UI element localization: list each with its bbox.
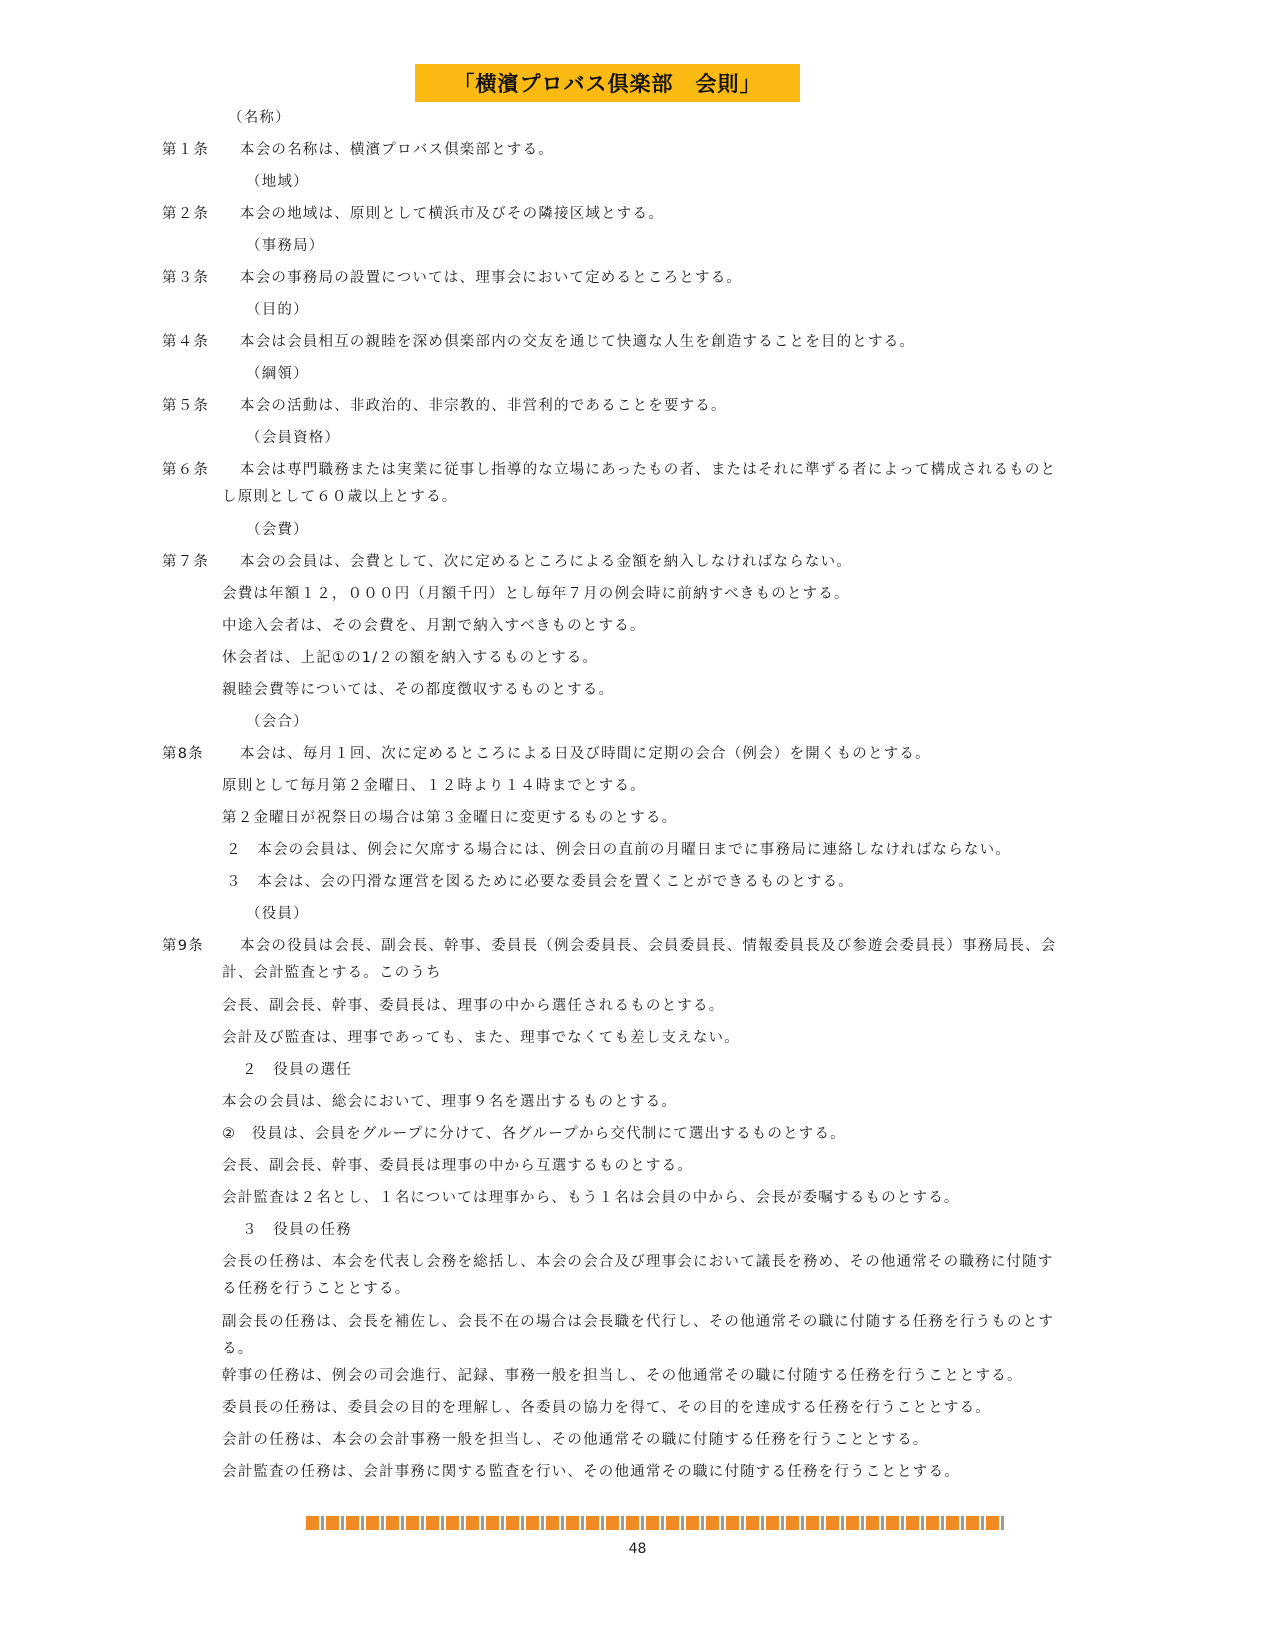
article-number: 第9条 [162,938,204,954]
paragraph-line: 会長、副会長、幹事、委員長は、理事の中から選任されるものとする。 [222,998,725,1014]
paragraph-line: ３ 役員の任務 [242,1222,352,1238]
article-text: 本会は会員相互の親睦を深め倶楽部内の交友を通じて快適な人生を創造することを目的とする。 [240,334,916,350]
article-text: 本会は専門職務または実業に従事し指導的な立場にあったもの者、またはそれに準ずる者によって構成されるものと [240,462,1057,478]
paragraph-line: （目的） [246,302,309,318]
article-text: 本会の会員は、会費として、次に定めるところによる金額を納入しなければならない。 [240,554,853,570]
paragraph-line: 第２金曜日が祝祭日の場合は第３金曜日に変更するものとする。 [222,810,678,826]
paragraph-line: る任務を行うこととする。 [222,1281,411,1297]
paragraph-line: （地域） [246,174,309,190]
article-text: 本会の役員は会長、副会長、幹事、委員長（例会委員長、会員委員長、情報委員長及び参遊会委員長）事務局長、会 [240,938,1057,954]
paragraph-line: 委員長の任務は、委員会の目的を理解し、各委員の協力を得て、その目的を達成する任務を行うこととする。 [222,1400,992,1416]
paragraph-line: （会員資格） [246,430,341,446]
paragraph-line: し原則として６０歳以上とする。 [222,489,458,505]
paragraph-line: 親睦会費等については、その都度徴収するものとする。 [222,682,615,698]
paragraph-line: 原則として毎月第２金曜日、１２時より１４時までとする。 [222,778,646,794]
article-text: 本会の事務局の設置については、理事会において定めるところとする。 [240,270,743,286]
paragraph-line: （事務局） [246,238,325,254]
paragraph-line: 会計及び監査は、理事であっても、また、理事でなくても差し支えない。 [222,1030,740,1046]
paragraph-line: （綱領） [246,366,309,382]
paragraph-line: 計、会計監査とする。このうち [222,965,442,981]
paragraph-line: 会計の任務は、本会の会計事務一般を担当し、その他通常その職に付随する任務を行うこととする。 [222,1432,929,1448]
paragraph-line: 会計監査の任務は、会計事務に関する監査を行い、その他通常その職に付随する任務を行うこととする。 [222,1464,960,1480]
paragraph-line: ② 役員は、会員をグループに分けて、各グループから交代制にて選出するものとする。 [222,1126,846,1142]
article-number: 第４条 [162,334,210,350]
page-title: 「横濱プロバス倶楽部 会則」 [415,64,800,102]
paragraph-line: （名称） [228,110,291,126]
paragraph-line: ２ 役員の選任 [242,1062,352,1078]
article-number: 第１条 [162,142,210,158]
article-number: 第３条 [162,270,210,286]
paragraph-line: ２ 本会の会員は、例会に欠席する場合には、例会日の直前の月曜日までに事務局に連絡しなければならない。 [226,842,1011,858]
article-number: 第６条 [162,462,210,478]
article-number: 第２条 [162,206,210,222]
paragraph-line: 幹事の任務は、例会の司会進行、記録、事務一般を担当し、その他通常その職に付随する任務を行うこととする。 [222,1368,1023,1384]
paragraph-line: 会計監査は２名とし、１名については理事から、もう１名は会員の中から、会長が委嘱するものとする。 [222,1190,960,1206]
article-number: 第8条 [162,746,204,762]
page-number: 48 [628,1541,647,1557]
paragraph-line: （会費） [246,522,309,538]
article-text: 本会の活動は、非政治的、非宗教的、非営利的であることを要する。 [240,398,727,414]
article-text: 本会の地域は、原則として横浜市及びその隣接区域とする。 [240,206,664,222]
footer-decorative-bar [306,1516,1004,1530]
paragraph-line: 休会者は、上記①の1/２の額を納入するものとする。 [222,650,599,666]
paragraph-line: 会費は年額１２，０００円（月額千円）とし毎年７月の例会時に前納すべきものとする。 [222,586,850,602]
paragraph-line: （会合） [246,714,309,730]
paragraph-line: 会長、副会長、幹事、委員長は理事の中から互選するものとする。 [222,1158,693,1174]
paragraph-line: 本会の会員は、総会において、理事９名を選出するものとする。 [222,1094,678,1110]
paragraph-line: （役員） [246,906,309,922]
paragraph-line: 中途入会者は、その会費を、月割で納入すべきものとする。 [222,618,646,634]
article-text: 本会の名称は、横濱プロバス倶楽部とする。 [240,142,554,158]
article-number: 第５条 [162,398,210,414]
paragraph-line: 副会長の任務は、会長を補佐し、会長不在の場合は会長職を代行し、その他通常その職に付随する任務を行うものとす [222,1314,1055,1330]
paragraph-line: ３ 本会は、会の円滑な運営を図るために必要な委員会を置くことができるものとする。 [226,874,854,890]
paragraph-line: る。 [222,1341,254,1357]
article-number: 第７条 [162,554,210,570]
article-text: 本会は、毎月１回、次に定めるところによる日及び時間に定期の会合（例会）を開くものとする。 [240,746,931,762]
paragraph-line: 会長の任務は、本会を代表し会務を総括し、本会の会合及び理事会において議長を務め、その他通常その職務に付随す [222,1254,1054,1270]
